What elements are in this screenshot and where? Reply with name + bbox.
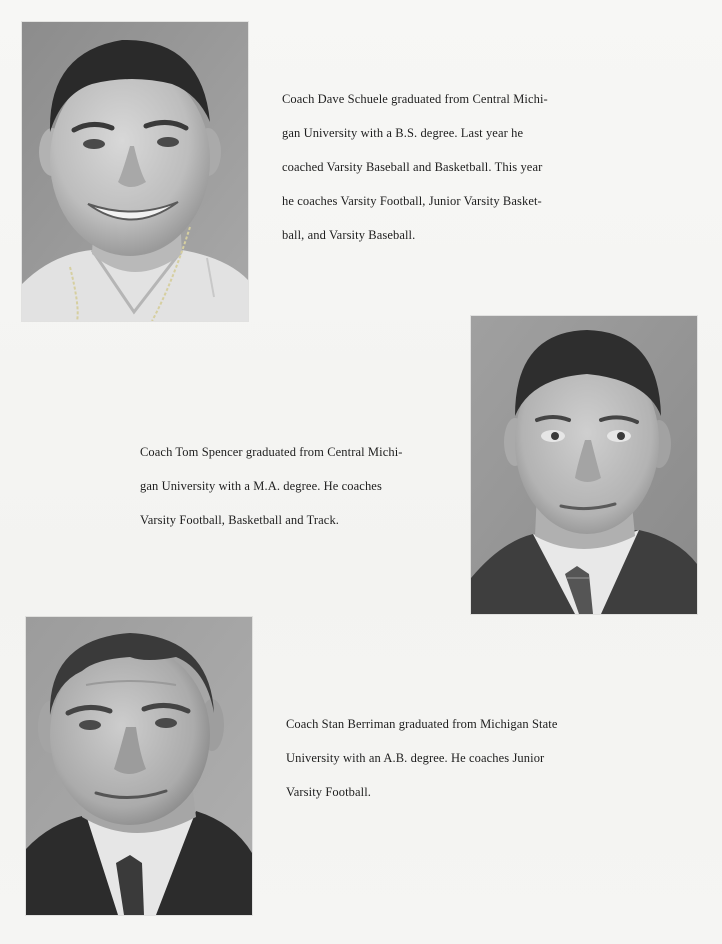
bio-line: coached Varsity Baseball and Basketball. This year [282, 160, 543, 174]
portrait-photo-tom-spencer [471, 316, 697, 614]
bio-line: Coach Stan Berriman graduated from Michigan State [286, 717, 558, 731]
bio-line: gan University with a B.S. degree. Last year he [282, 126, 524, 140]
bio-line: Varsity Football, Basketball and Track. [140, 513, 340, 527]
bio-line: Coach Tom Spencer graduated from Central Michi- [140, 445, 403, 459]
bio-line: ball, and Varsity Baseball. [282, 228, 416, 242]
bio-dave-schuele [282, 82, 548, 252]
bio-line: Coach Dave Schuele graduated from Central Michi- [282, 92, 548, 106]
bio-line: Varsity Football. [286, 785, 372, 799]
bio-line: University with an A.B. degree. He coaches Junior [286, 751, 545, 765]
bio-line: gan University with a M.A. degree. He coaches [140, 479, 382, 493]
bio-stan-berriman [286, 707, 558, 809]
bio-line: he coaches Varsity Football, Junior Varsity Basket- [282, 194, 542, 208]
bio-tom-spencer [140, 435, 403, 537]
portrait-photo-stan-berriman [26, 617, 252, 915]
portrait-photo-dave-schuele [22, 22, 248, 321]
